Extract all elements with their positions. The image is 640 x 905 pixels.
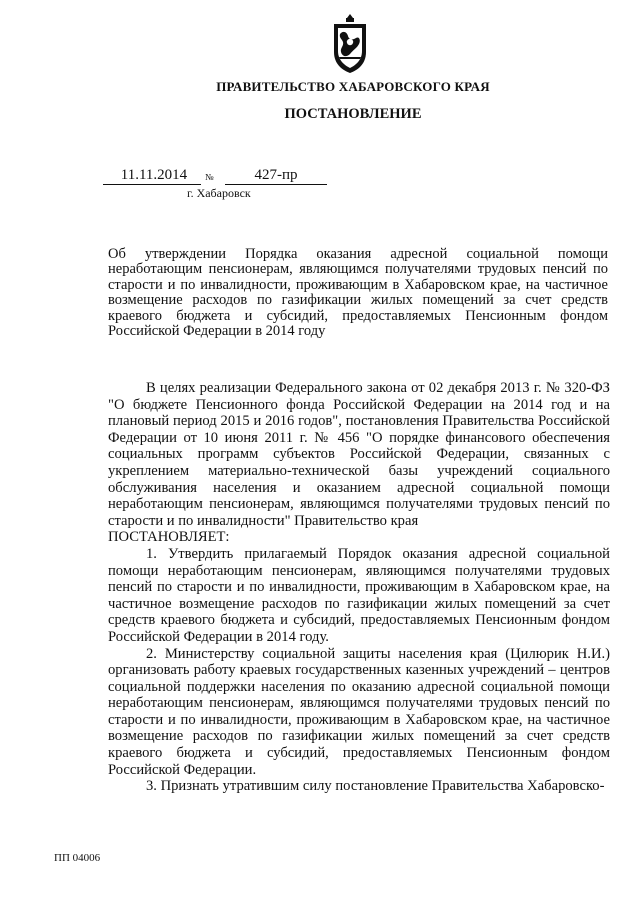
document-number: 427-пр	[225, 166, 327, 185]
document-body	[108, 380, 610, 795]
item-1-paragraph: 1. Утвердить прилагаемый Порядок оказания адресной социальной помощи неработающим пенсионерам, являющимся получателями трудовых пенсий по старости и по инвалидности, проживающим в Хабаровском крае, на частичное возмещение расходов по газификации жилых помещений за счет средств краевого бюджета и субсидий, предоставляемых Пенсионным фондом Российской Федерации в 2014 году.	[108, 545, 610, 645]
item-3-paragraph: 3. Признать утратившим силу постановление Правительства Хабаровско-	[146, 778, 605, 795]
footer-code: ПП 04006	[54, 852, 101, 864]
government-title: ПРАВИТЕЛЬСТВО ХАБАРОВСКОГО КРАЯ	[216, 79, 490, 94]
document-subject: Об утверждении Порядка оказания адресной социальной помощи неработающим пенсионерам, являющимся получателями трудовых пенсий по старости и по инвалидности, проживающим в Хабаровском крае, на частичное возмещение расходов по газификации жилых помещений за счет средств краевого бюджета и субсидий, предоставляемых Пенсионным фондом Российской Федерации в 2014 году	[108, 246, 608, 340]
item-2-paragraph: 2. Министерству социальной защиты населения края (Цилюрик Н.И.) организовать работу краевых государственных казенных учреждений – центров социальной поддержки населения по оказанию адресной социальной помощи неработающим пенсионерам, являющимся получателями трудовых пенсий по старости и по инвалидности, проживающим в Хабаровском крае, на частичное возмещение расходов по газификации жилых помещений за счет средств краевого бюджета и субсидий, предоставляемых Пенсионным фондом Российской Федерации.	[108, 645, 610, 778]
city: г. Хабаровск	[187, 186, 251, 200]
preamble-paragraph: В целях реализации Федерального закона от 02 декабря 2013 г. № 320-ФЗ "О бюджете Пенсионного фонда Российской Федерации на 2014 год и на плановый период 2015 и 2016 годов", постановления Правительства Российской Федерации от 10 июня 2011 г. № 456 "О порядке финансового обеспечения социальных программ субъектов Российской Федерации, связанных с укреплением материально-технической базы учреждений социального обслуживания населения и оказанием адресной социальной помощи неработающим пенсионерам, являющимся получателями трудовых пенсий по старости и по инвалидности" Правительство края	[108, 380, 610, 529]
resolves-heading: ПОСТАНОВЛЯЕТ:	[108, 529, 230, 546]
document-date: 11.11.2014	[103, 166, 201, 185]
document-type: ПОСТАНОВЛЕНИЕ	[284, 106, 422, 122]
khabarovsk-coat-of-arms-icon	[329, 12, 371, 74]
number-sign: №	[205, 172, 214, 182]
